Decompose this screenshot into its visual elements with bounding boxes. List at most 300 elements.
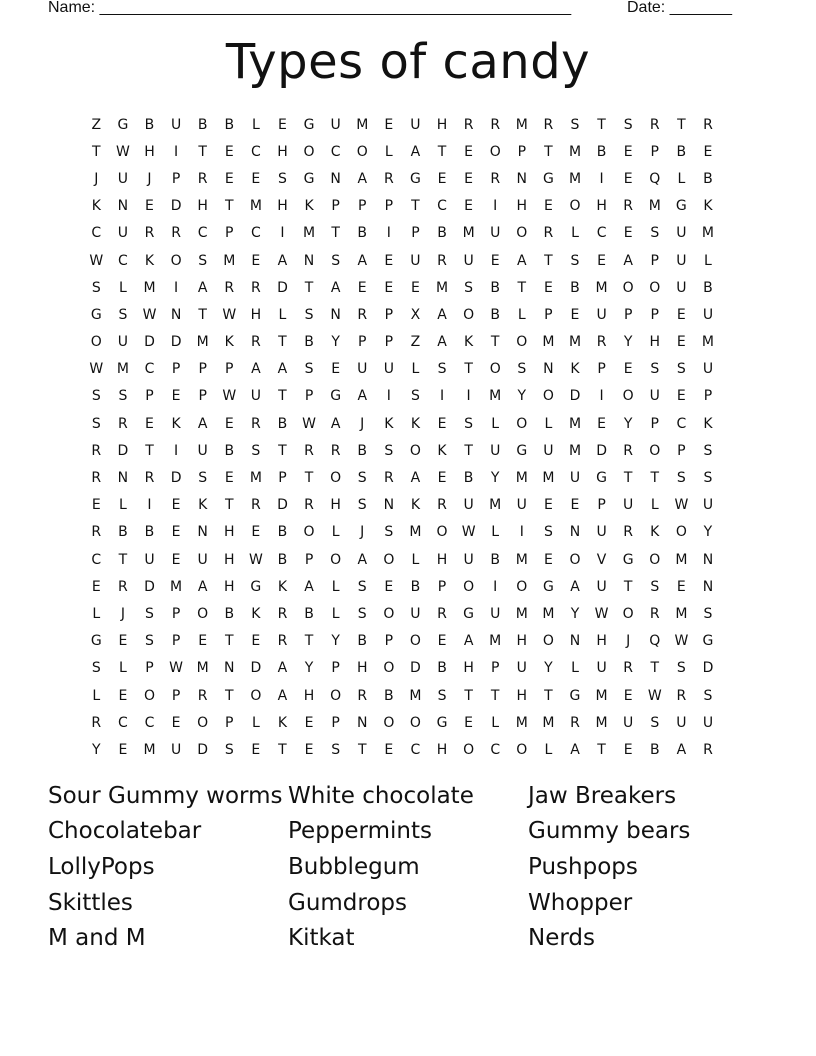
grid-cell[interactable]: E — [224, 415, 234, 432]
grid-cell[interactable]: N — [330, 170, 341, 187]
grid-cell[interactable]: U — [490, 442, 501, 459]
grid-cell[interactable]: O — [197, 714, 209, 731]
grid-cell[interactable]: H — [463, 660, 474, 677]
grid-cell[interactable]: T — [198, 306, 207, 323]
grid-cell[interactable]: O — [383, 714, 395, 731]
grid-cell[interactable]: O — [409, 714, 421, 731]
grid-cell[interactable]: B — [570, 279, 580, 296]
grid-cell[interactable]: A — [410, 143, 421, 160]
grid-cell[interactable]: T — [357, 741, 367, 758]
grid-cell[interactable]: L — [677, 170, 686, 187]
grid-cell[interactable]: S — [331, 741, 341, 758]
grid-cell[interactable]: D — [250, 660, 262, 677]
grid-cell[interactable]: S — [278, 170, 287, 187]
grid-cell[interactable]: S — [650, 225, 660, 242]
grid-cell[interactable]: H — [277, 143, 288, 160]
grid-cell[interactable]: P — [331, 660, 340, 677]
grid-cell[interactable]: S — [91, 660, 101, 677]
grid-cell[interactable]: H — [596, 198, 607, 215]
grid-cell[interactable]: H — [250, 306, 262, 323]
grid-cell[interactable]: O — [436, 524, 448, 541]
grid-cell[interactable]: R — [91, 470, 102, 487]
grid-cell[interactable]: R — [144, 470, 155, 487]
grid-cell[interactable]: T — [278, 388, 287, 405]
grid-cell[interactable]: L — [384, 143, 393, 160]
grid-cell[interactable]: E — [251, 741, 261, 758]
grid-cell[interactable]: S — [676, 470, 686, 487]
grid-cell[interactable]: T — [544, 687, 553, 704]
grid-cell[interactable]: A — [197, 279, 208, 296]
grid-cell[interactable]: S — [145, 633, 154, 650]
grid-cell[interactable]: M — [143, 279, 156, 296]
grid-cell[interactable]: S — [570, 252, 580, 269]
grid-cell[interactable]: H — [197, 198, 208, 215]
grid-cell[interactable]: Y — [331, 334, 340, 351]
grid-cell[interactable]: E — [171, 497, 181, 514]
grid-cell[interactable]: O — [303, 143, 315, 160]
grid-cell[interactable]: M — [223, 252, 236, 269]
grid-cell[interactable]: E — [597, 252, 606, 269]
grid-cell[interactable]: N — [303, 252, 315, 269]
grid-cell[interactable]: S — [304, 306, 314, 323]
grid-cell[interactable]: R — [250, 279, 261, 296]
grid-cell[interactable]: K — [304, 198, 314, 215]
grid-cell[interactable]: S — [464, 279, 474, 296]
grid-cell[interactable]: B — [490, 551, 500, 568]
grid-cell[interactable]: I — [174, 442, 179, 459]
grid-cell[interactable]: P — [198, 388, 207, 405]
grid-cell[interactable]: U — [490, 225, 501, 242]
grid-cell[interactable]: T — [650, 470, 660, 487]
grid-cell[interactable]: I — [280, 225, 285, 242]
grid-cell[interactable]: R — [277, 633, 288, 650]
grid-cell[interactable]: R — [197, 170, 208, 187]
grid-cell[interactable]: G — [250, 578, 262, 595]
grid-cell[interactable]: K — [650, 524, 660, 541]
grid-cell[interactable]: M — [196, 334, 209, 351]
grid-cell[interactable]: T — [544, 143, 553, 160]
grid-cell[interactable]: D — [277, 497, 288, 514]
grid-cell[interactable]: E — [464, 714, 474, 731]
grid-cell[interactable]: U — [410, 252, 421, 269]
grid-cell[interactable]: T — [490, 334, 500, 351]
grid-cell[interactable]: U — [543, 442, 554, 459]
grid-cell[interactable]: T — [278, 442, 287, 459]
grid-cell[interactable]: D — [170, 334, 182, 351]
grid-cell[interactable]: E — [118, 741, 128, 758]
grid-cell[interactable]: E — [384, 116, 394, 133]
grid-cell[interactable]: N — [117, 198, 129, 215]
grid-cell[interactable]: A — [197, 578, 208, 595]
grid-cell[interactable]: H — [303, 687, 315, 704]
grid-cell[interactable]: W — [647, 687, 662, 704]
grid-cell[interactable]: H — [649, 334, 661, 351]
grid-cell[interactable]: H — [144, 143, 155, 160]
grid-cell[interactable]: U — [410, 116, 421, 133]
grid-cell[interactable]: G — [569, 687, 581, 704]
grid-cell[interactable]: R — [543, 225, 554, 242]
grid-cell[interactable]: A — [277, 687, 288, 704]
grid-cell[interactable]: O — [516, 415, 528, 432]
grid-cell[interactable]: N — [516, 170, 528, 187]
grid-cell[interactable]: O — [409, 633, 421, 650]
grid-cell[interactable]: R — [490, 170, 501, 187]
grid-cell[interactable]: M — [595, 714, 608, 731]
grid-cell[interactable]: P — [304, 551, 314, 568]
grid-cell[interactable]: D — [170, 470, 182, 487]
grid-cell[interactable]: P — [677, 442, 686, 459]
grid-cell[interactable]: M — [116, 361, 129, 378]
grid-cell[interactable]: B — [490, 279, 500, 296]
grid-cell[interactable]: H — [516, 633, 528, 650]
grid-cell[interactable]: U — [383, 361, 394, 378]
grid-cell[interactable]: Y — [703, 524, 713, 541]
grid-cell[interactable]: G — [516, 442, 528, 459]
grid-cell[interactable]: B — [490, 306, 500, 323]
grid-cell[interactable]: M — [568, 415, 582, 432]
grid-cell[interactable]: P — [623, 306, 633, 323]
grid-cell[interactable]: B — [197, 116, 208, 133]
grid-cell[interactable]: C — [410, 741, 421, 758]
grid-cell[interactable]: R — [250, 334, 261, 351]
grid-cell[interactable]: K — [251, 605, 261, 622]
grid-cell[interactable]: L — [517, 306, 526, 323]
grid-cell[interactable]: S — [384, 442, 394, 459]
grid-cell[interactable]: T — [118, 551, 128, 568]
grid-cell[interactable]: S — [91, 279, 101, 296]
grid-cell[interactable]: P — [225, 714, 234, 731]
grid-cell[interactable]: L — [331, 578, 340, 595]
grid-cell[interactable]: C — [330, 143, 341, 160]
grid-cell[interactable]: M — [462, 225, 475, 242]
grid-cell[interactable]: E — [464, 143, 474, 160]
grid-cell[interactable]: O — [303, 524, 315, 541]
grid-cell[interactable]: H — [436, 741, 448, 758]
grid-cell[interactable]: M — [196, 660, 209, 677]
grid-cell[interactable]: G — [463, 605, 475, 622]
grid-cell[interactable]: B — [437, 225, 447, 242]
grid-cell[interactable]: T — [145, 442, 154, 459]
grid-cell[interactable]: W — [674, 497, 689, 514]
grid-cell[interactable]: U — [410, 605, 421, 622]
grid-cell[interactable]: R — [623, 198, 634, 215]
grid-cell[interactable]: S — [623, 116, 633, 133]
grid-cell[interactable]: B — [463, 470, 474, 487]
grid-cell[interactable]: Y — [331, 633, 340, 650]
grid-cell[interactable]: P — [650, 252, 659, 269]
grid-cell[interactable]: S — [145, 605, 154, 622]
grid-cell[interactable]: E — [437, 170, 447, 187]
grid-cell[interactable]: E — [91, 578, 101, 595]
grid-cell[interactable]: D — [702, 660, 714, 677]
grid-cell[interactable]: B — [224, 116, 235, 133]
grid-cell[interactable]: R — [437, 497, 447, 514]
grid-cell[interactable]: S — [331, 252, 341, 269]
grid-cell[interactable]: R — [171, 225, 181, 242]
grid-cell[interactable]: U — [702, 714, 714, 731]
grid-cell[interactable]: N — [356, 714, 368, 731]
grid-cell[interactable]: U — [516, 660, 527, 677]
grid-cell[interactable]: L — [491, 714, 500, 731]
grid-cell[interactable]: B — [277, 415, 288, 432]
grid-cell[interactable]: I — [599, 170, 604, 187]
grid-cell[interactable]: M — [568, 143, 582, 160]
grid-cell[interactable]: K — [277, 578, 288, 595]
grid-cell[interactable]: L — [118, 279, 127, 296]
grid-cell[interactable]: G — [409, 170, 421, 187]
grid-cell[interactable]: I — [147, 497, 152, 514]
grid-cell[interactable]: N — [224, 660, 235, 677]
grid-cell[interactable]: P — [278, 470, 287, 487]
grid-cell[interactable]: T — [623, 578, 633, 595]
grid-cell[interactable]: A — [277, 252, 288, 269]
grid-cell[interactable]: L — [491, 415, 500, 432]
grid-cell[interactable]: U — [676, 225, 687, 242]
grid-cell[interactable]: U — [649, 388, 660, 405]
grid-cell[interactable]: R — [118, 415, 128, 432]
grid-cell[interactable]: B — [410, 578, 421, 595]
grid-cell[interactable]: O — [170, 252, 182, 269]
grid-cell[interactable]: G — [117, 116, 129, 133]
grid-cell[interactable]: E — [251, 633, 261, 650]
grid-cell[interactable]: A — [463, 633, 474, 650]
grid-cell[interactable]: C — [144, 361, 155, 378]
grid-cell[interactable]: R — [437, 605, 447, 622]
grid-cell[interactable]: O — [489, 143, 501, 160]
grid-cell[interactable]: C — [250, 143, 261, 160]
grid-cell[interactable]: T — [331, 225, 340, 242]
grid-cell[interactable]: T — [597, 116, 606, 133]
grid-cell[interactable]: M — [542, 334, 555, 351]
grid-cell[interactable]: N — [117, 470, 129, 487]
grid-cell[interactable]: Z — [410, 334, 421, 351]
grid-cell[interactable]: B — [144, 116, 155, 133]
grid-cell[interactable]: R — [596, 334, 607, 351]
grid-cell[interactable]: B — [304, 605, 314, 622]
grid-cell[interactable]: N — [543, 361, 554, 378]
grid-cell[interactable]: R — [463, 116, 474, 133]
grid-cell[interactable]: M — [595, 279, 608, 296]
grid-cell[interactable]: T — [623, 470, 633, 487]
grid-cell[interactable]: K — [198, 497, 208, 514]
grid-cell[interactable]: J — [94, 170, 99, 187]
grid-cell[interactable]: M — [409, 687, 422, 704]
grid-cell[interactable]: E — [543, 279, 553, 296]
grid-cell[interactable]: U — [330, 116, 341, 133]
grid-cell[interactable]: G — [90, 633, 102, 650]
grid-cell[interactable]: O — [569, 198, 581, 215]
grid-cell[interactable]: P — [171, 605, 181, 622]
grid-cell[interactable]: Y — [570, 605, 580, 622]
grid-cell[interactable]: E — [676, 334, 686, 351]
grid-cell[interactable]: E — [251, 524, 261, 541]
grid-cell[interactable]: L — [331, 605, 340, 622]
grid-cell[interactable]: P — [597, 497, 606, 514]
grid-cell[interactable]: S — [676, 660, 686, 677]
grid-cell[interactable]: A — [357, 252, 368, 269]
grid-cell[interactable]: E — [278, 116, 287, 133]
grid-cell[interactable]: U — [197, 551, 208, 568]
grid-cell[interactable]: I — [519, 524, 524, 541]
grid-cell[interactable]: U — [702, 497, 714, 514]
grid-cell[interactable]: R — [330, 442, 341, 459]
grid-cell[interactable]: J — [147, 170, 152, 187]
grid-cell[interactable]: U — [117, 225, 129, 242]
date-field-line[interactable]: Date: _______ — [627, 0, 732, 16]
grid-cell[interactable]: H — [224, 524, 235, 541]
grid-cell[interactable]: D — [596, 442, 607, 459]
grid-cell[interactable]: O — [463, 741, 475, 758]
grid-cell[interactable]: P — [145, 660, 154, 677]
grid-cell[interactable]: R — [490, 116, 501, 133]
grid-cell[interactable]: T — [278, 741, 287, 758]
grid-cell[interactable]: S — [703, 442, 713, 459]
grid-cell[interactable]: K — [384, 415, 394, 432]
grid-cell[interactable]: U — [702, 306, 714, 323]
grid-cell[interactable]: P — [650, 306, 659, 323]
grid-cell[interactable]: G — [303, 116, 315, 133]
grid-cell[interactable]: M — [701, 334, 714, 351]
grid-cell[interactable]: U — [702, 361, 714, 378]
grid-cell[interactable]: R — [703, 116, 713, 133]
grid-cell[interactable]: P — [650, 143, 659, 160]
grid-cell[interactable]: K — [570, 361, 580, 378]
grid-cell[interactable]: B — [304, 334, 314, 351]
grid-cell[interactable]: H — [436, 551, 448, 568]
grid-cell[interactable]: E — [570, 306, 580, 323]
grid-cell[interactable]: E — [251, 252, 261, 269]
grid-cell[interactable]: O — [569, 551, 581, 568]
grid-cell[interactable]: L — [411, 551, 420, 568]
grid-cell[interactable]: U — [596, 578, 607, 595]
grid-cell[interactable]: T — [650, 660, 660, 677]
grid-cell[interactable]: U — [170, 741, 182, 758]
grid-cell[interactable]: T — [224, 687, 234, 704]
grid-cell[interactable]: D — [197, 741, 209, 758]
grid-cell[interactable]: O — [542, 633, 554, 650]
grid-cell[interactable]: T — [464, 442, 473, 459]
grid-cell[interactable]: U — [596, 306, 607, 323]
grid-cell[interactable]: A — [251, 361, 261, 378]
grid-cell[interactable]: J — [360, 524, 365, 541]
grid-cell[interactable]: M — [489, 388, 502, 405]
grid-cell[interactable]: S — [650, 361, 660, 378]
grid-cell[interactable]: K — [224, 334, 234, 351]
grid-cell[interactable]: R — [304, 442, 314, 459]
grid-cell[interactable]: L — [92, 687, 101, 704]
grid-cell[interactable]: L — [331, 524, 340, 541]
grid-cell[interactable]: T — [490, 687, 500, 704]
grid-cell[interactable]: P — [517, 143, 527, 160]
grid-cell[interactable]: K — [703, 415, 713, 432]
grid-cell[interactable]: K — [464, 334, 474, 351]
grid-cell[interactable]: L — [92, 605, 101, 622]
grid-cell[interactable]: E — [570, 497, 580, 514]
grid-cell[interactable]: R — [91, 714, 102, 731]
grid-cell[interactable]: T — [597, 741, 606, 758]
grid-cell[interactable]: B — [277, 551, 288, 568]
grid-cell[interactable]: B — [118, 524, 128, 541]
grid-cell[interactable]: I — [174, 143, 179, 160]
grid-cell[interactable]: Y — [304, 660, 314, 677]
grid-cell[interactable]: E — [384, 279, 394, 296]
grid-cell[interactable]: R — [250, 415, 261, 432]
grid-cell[interactable]: P — [650, 415, 659, 432]
grid-cell[interactable]: I — [439, 388, 445, 405]
grid-cell[interactable]: S — [543, 524, 553, 541]
grid-cell[interactable]: G — [702, 633, 714, 650]
grid-cell[interactable]: U — [676, 279, 687, 296]
grid-cell[interactable]: Q — [649, 170, 661, 187]
grid-cell[interactable]: R — [623, 660, 634, 677]
grid-cell[interactable]: J — [120, 605, 125, 622]
grid-cell[interactable]: O — [330, 687, 342, 704]
grid-cell[interactable]: M — [515, 714, 528, 731]
grid-cell[interactable]: M — [143, 741, 156, 758]
grid-cell[interactable]: T — [224, 497, 234, 514]
grid-cell[interactable]: C — [250, 225, 261, 242]
grid-cell[interactable]: D — [117, 442, 129, 459]
grid-cell[interactable]: L — [544, 741, 553, 758]
grid-cell[interactable]: W — [89, 361, 104, 378]
grid-cell[interactable]: H — [224, 578, 235, 595]
grid-cell[interactable]: E — [224, 470, 234, 487]
grid-cell[interactable]: L — [571, 225, 579, 242]
grid-cell[interactable]: T — [304, 470, 314, 487]
grid-cell[interactable]: R — [250, 497, 261, 514]
grid-cell[interactable]: S — [437, 687, 447, 704]
grid-cell[interactable]: P — [384, 306, 394, 323]
grid-cell[interactable]: S — [517, 361, 527, 378]
grid-cell[interactable]: Y — [490, 470, 500, 487]
grid-cell[interactable]: A — [623, 252, 633, 269]
grid-cell[interactable]: E — [224, 143, 234, 160]
grid-cell[interactable]: E — [171, 714, 181, 731]
grid-cell[interactable]: G — [303, 170, 315, 187]
grid-cell[interactable]: K — [171, 415, 181, 432]
grid-cell[interactable]: E — [171, 551, 181, 568]
name-field-line[interactable]: Name: _____________________________________________________ — [48, 0, 572, 16]
grid-cell[interactable]: E — [464, 198, 474, 215]
grid-cell[interactable]: H — [436, 116, 448, 133]
grid-cell[interactable]: E — [118, 687, 128, 704]
grid-cell[interactable]: M — [568, 334, 582, 351]
grid-cell[interactable]: W — [222, 306, 237, 323]
grid-cell[interactable]: U — [676, 252, 687, 269]
grid-cell[interactable]: U — [463, 551, 474, 568]
grid-cell[interactable]: E — [490, 252, 500, 269]
grid-cell[interactable]: A — [570, 578, 580, 595]
grid-cell[interactable]: O — [197, 605, 209, 622]
grid-cell[interactable]: A — [357, 388, 368, 405]
grid-cell[interactable]: M — [595, 687, 608, 704]
grid-cell[interactable]: B — [596, 143, 607, 160]
grid-cell[interactable]: O — [330, 551, 342, 568]
grid-cell[interactable]: L — [411, 361, 420, 378]
grid-cell[interactable]: E — [623, 361, 633, 378]
grid-cell[interactable]: G — [542, 578, 554, 595]
grid-cell[interactable]: T — [304, 279, 314, 296]
grid-cell[interactable]: R — [357, 687, 368, 704]
grid-cell[interactable]: M — [435, 279, 449, 296]
grid-cell[interactable]: M — [356, 116, 369, 133]
grid-cell[interactable]: O — [383, 605, 395, 622]
grid-cell[interactable]: E — [597, 415, 606, 432]
grid-cell[interactable]: R — [383, 470, 394, 487]
grid-cell[interactable]: B — [384, 687, 394, 704]
grid-cell[interactable]: S — [570, 116, 580, 133]
grid-cell[interactable]: O — [622, 279, 634, 296]
